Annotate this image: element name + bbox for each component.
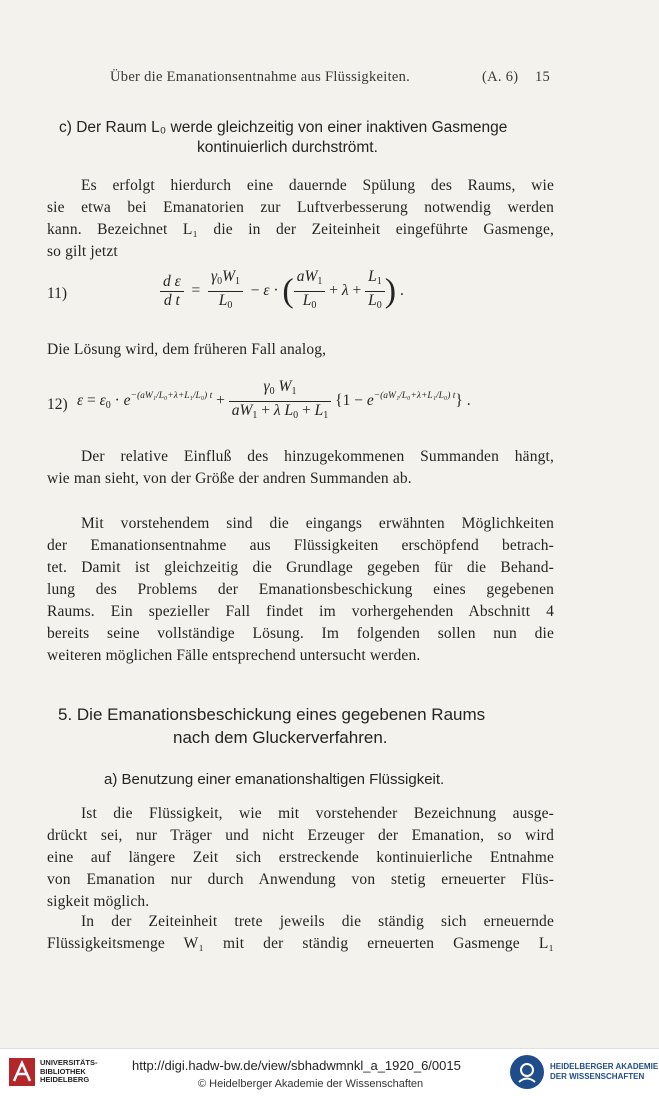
paragraph-line: von Emanation nur durch Anwendung von stetig erneuerter Flüs-	[47, 871, 554, 888]
paragraph-line: drückt sei, nur Träger und nicht Erzeuger der Emanation, so wird	[47, 827, 554, 844]
university-library-logo-icon	[8, 1057, 36, 1087]
paragraph-line: Flüssigkeitsmenge W₁ mit der ständig erneuerten Gasmenge L₁	[47, 935, 554, 952]
paragraph-line: weiteren möglichen Fälle entsprechend untersucht werden.	[47, 647, 421, 664]
paragraph-line: tet. Damit ist gleichzeitig die Grundlage gegeben für die Behand-	[47, 559, 554, 576]
equation-11: $\frac{\text{d ε}}{\text{d t}}$ = $\frac{\gamma_0W_1}{L_0}$ − ε · ( $\frac{aW_1}{L_0}$ + λ + $\frac{L_1}{L_0}$ ) .	[160, 268, 404, 315]
paragraph-line: Ist die Flüssigkeit, wie mit vorstehender Bezeichnung ausge-	[81, 805, 554, 822]
permalink-url[interactable]: http://digi.hadw-bw.de/view/sbhadwmnkl_a_1920_6/0015	[132, 1058, 461, 1073]
subsection-heading-c-line2: kontinuierlich durchströmt.	[197, 139, 378, 156]
paragraph-line: lung des Problems der Emanationsbeschickung eines gegebenen	[47, 581, 554, 598]
paragraph-line: Der relative Einfluß des hinzugekommenen Summanden hängt,	[81, 448, 554, 465]
paragraph-line: sigkeit möglich.	[47, 893, 150, 910]
paragraph-line: so gilt jetzt	[47, 243, 118, 260]
paragraph-line: eine auf längere Zeit sich erstreckende kontinuierliche Entnahme	[47, 849, 554, 866]
copyright-notice: © Heidelberger Akademie der Wissenschaften	[198, 1078, 424, 1090]
page-number: 15	[535, 69, 551, 85]
viewer-footer	[0, 1048, 659, 1096]
section-5-heading-line2: nach dem Gluckerverfahren.	[173, 728, 388, 747]
equation-12: $\varepsilon = \varepsilon_0 \cdot e^{-(aW_1/L_0+\lambda+L_1/L_0) t}$ + $\frac{\gamma_0 W_1}{aW_1 + \lambda L_0 + L_1}$ $\{1 - e^{-(aW_1/L_0+\lambda+L_1/L_0) t}\}$ .	[77, 378, 471, 421]
equation-12-label: 12)	[47, 396, 68, 413]
paragraph-line: Die Lösung wird, dem früheren Fall analog,	[47, 341, 327, 358]
paragraph-line: wie man sieht, von der Größe der andren Summanden ab.	[47, 470, 412, 487]
paragraph-line: Es erfolgt hierdurch eine dauernde Spülung des Raums, wie	[81, 177, 554, 194]
paragraph-line: sie etwa bei Emanatorien zur Luftverbesserung notwendig werden	[47, 199, 554, 216]
running-header-title: Über die Emanationsentnahme aus Flüssigkeiten.	[110, 69, 411, 85]
equation-11-label: 11)	[47, 285, 68, 302]
subsection-heading-c-line1: c) Der Raum L₀ werde gleichzeitig von einer inaktiven Gasmenge	[59, 119, 508, 136]
section-5-heading-line1: 5. Die Emanationsbeschickung eines gegebenen Raums	[58, 705, 486, 724]
subsection-heading-a: a) Benutzung einer emanationshaltigen Flüssigkeit.	[104, 771, 445, 788]
paragraph-line: Raums. Ein spezieller Fall findet im vorhergehenden Abschnitt 4	[47, 603, 554, 620]
university-library-logo-text: UNIVERSITÄTS- BIBLIOTHEK HEIDELBERG	[40, 1058, 98, 1084]
paragraph-line: Mit vorstehendem sind die eingangs erwähnten Möglichkeiten	[81, 515, 554, 532]
paragraph-line: der Emanationsentnahme aus Flüssigkeiten erschöpfend betrach-	[47, 537, 554, 554]
running-header-section: (A. 6)	[482, 69, 519, 85]
paragraph-line: kann. Bezeichnet L₁ die in der Zeiteinheit eingeführte Gasmenge,	[47, 221, 554, 238]
paragraph-line: In der Zeiteinheit trete jeweils die ständig sich erneuernde	[81, 913, 554, 930]
academy-logo-text: HEIDELBERGER AKADEMIE DER WISSENSCHAFTEN	[550, 1062, 659, 1081]
academy-logo-icon	[510, 1055, 544, 1089]
paragraph-line: bereits seine vollständige Lösung. Im folgenden sollen nun die	[47, 625, 554, 642]
